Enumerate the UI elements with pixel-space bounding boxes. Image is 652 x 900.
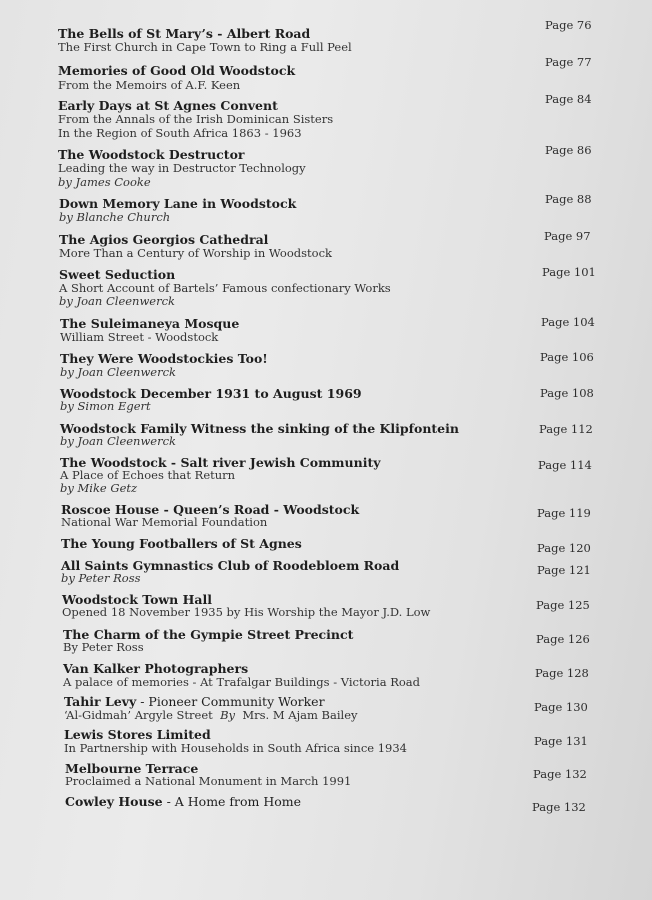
entry-title <box>65 794 301 809</box>
entry-title: The Charm of the Gympie Street Precinct <box>63 627 354 642</box>
entry-title: The Woodstock - Salt river Jewish Community <box>60 455 381 470</box>
entry-subtitle: A Place of Echoes that Return <box>60 468 236 482</box>
entry-author: by Blanche Church <box>59 210 171 224</box>
entry-title-main: Cowley House <box>65 794 163 809</box>
entry-title-suffix: - Pioneer Community Worker <box>136 694 325 709</box>
entry-title: The Young Footballers of St Agnes <box>61 536 302 551</box>
entry-by-label: By <box>220 708 236 722</box>
entry-author: by James Cooke <box>58 175 151 189</box>
entry-subtitle: From the Memoirs of A.F. Keen <box>58 78 241 92</box>
entry-subtitle: The First Church in Cape Town to Ring a Full Peel <box>58 40 352 54</box>
entry-title: Woodstock Family Witness the sinking of the Klipfontein <box>60 421 459 436</box>
entry-subtitle: Leading the way in Destructor Technology <box>58 161 306 175</box>
entry-title: The Agios Georgios Cathedral <box>59 232 269 247</box>
entry-title: Van Kalker Photographers <box>63 661 249 676</box>
entry-title-main: Tahir Levy <box>64 694 137 709</box>
entry-title: The Suleimaneya Mosque <box>60 316 240 331</box>
entry-author: by Joan Cleenwerck <box>60 434 177 448</box>
entry-subtitle: From the Annals of the Irish Dominican Sisters <box>58 112 334 126</box>
entry-title: Memories of Good Old Woodstock <box>58 63 296 78</box>
entry-subtitle: Opened 18 November 1935 by His Worship the Mayor J.D. Low <box>62 605 431 619</box>
entry-subtitle: Proclaimed a National Monument in March 1991 <box>65 774 352 788</box>
entry-title: The Bells of St Mary’s - Albert Road <box>58 26 311 41</box>
entry-page: Page 120 <box>537 541 591 555</box>
entry-subtitle <box>64 708 358 722</box>
entry-subtitle: More Than a Century of Worship in Woodstock <box>59 246 332 260</box>
entry-page: Page 77 <box>545 55 592 69</box>
entry-author: Mrs. M Ajam Bailey <box>242 708 358 722</box>
entry-author: by Joan Cleenwerck <box>59 294 176 308</box>
entry-title: Early Days at St Agnes Convent <box>58 98 278 113</box>
entry-subtitle: National War Memorial Foundation <box>61 515 268 529</box>
entry-subtitle: In the Region of South Africa 1863 - 1963 <box>58 126 302 140</box>
entry-title: Roscoe House - Queen’s Road - Woodstock <box>61 502 360 517</box>
entry-page: Page 132 <box>533 767 587 781</box>
entry-author: by Peter Ross <box>61 571 141 585</box>
entry-subtitle: By Peter Ross <box>63 640 144 654</box>
entry-page: Page 119 <box>537 506 591 520</box>
entry-page: Page 106 <box>540 350 594 364</box>
entry-title: Woodstock Town Hall <box>62 592 213 607</box>
entry-subtitle: William Street - Woodstock <box>60 330 219 344</box>
entry-page: Page 76 <box>545 18 592 32</box>
entry-subtitle: In Partnership with Households in South Africa since 1934 <box>64 741 407 755</box>
entry-title <box>64 694 325 709</box>
entry-title: Lewis Stores Limited <box>64 727 211 742</box>
entry-page: Page 121 <box>537 563 591 577</box>
entry-author: by Joan Cleenwerck <box>60 365 177 379</box>
entry-page: Page 97 <box>544 229 591 243</box>
entry-page: Page 88 <box>545 192 592 206</box>
entry-page: Page 86 <box>545 143 592 157</box>
entry-title: The Woodstock Destructor <box>58 147 245 162</box>
entry-page: Page 112 <box>539 422 593 436</box>
entry-author: by Simon Egert <box>60 399 151 413</box>
entry-subtitle: A Short Account of Bartels’ Famous confectionary Works <box>59 281 391 295</box>
entry-title: Melbourne Terrace <box>65 761 199 776</box>
entry-subtitle: A palace of memories - At Trafalgar Buildings - Victoria Road <box>63 675 421 689</box>
entry-title: Sweet Seduction <box>59 267 176 282</box>
entry-author: by Mike Getz <box>60 481 138 495</box>
entry-page: Page 125 <box>536 598 590 612</box>
entry-title: They Were Woodstockies Too! <box>60 351 268 366</box>
entry-page: Page 114 <box>538 458 592 472</box>
entry-page: Page 104 <box>541 315 595 329</box>
entry-title: Woodstock December 1931 to August 1969 <box>60 386 362 401</box>
entry-page: Page 130 <box>534 700 588 714</box>
entry-page: Page 126 <box>536 632 590 646</box>
entry-page: Page 132 <box>532 800 586 814</box>
entry-page: Page 108 <box>540 386 594 400</box>
entry-page: Page 128 <box>535 666 589 680</box>
entry-title: All Saints Gymnastics Club of Roodebloem Road <box>61 558 400 573</box>
entry-page: Page 84 <box>545 92 592 106</box>
entry-subtitle-text: ‘Al-Gidmah’ Argyle Street <box>64 708 213 722</box>
entry-title: Down Memory Lane in Woodstock <box>59 196 297 211</box>
entry-page: Page 101 <box>542 265 596 279</box>
entry-page: Page 131 <box>534 734 588 748</box>
entry-title-suffix: - A Home from Home <box>162 794 302 809</box>
